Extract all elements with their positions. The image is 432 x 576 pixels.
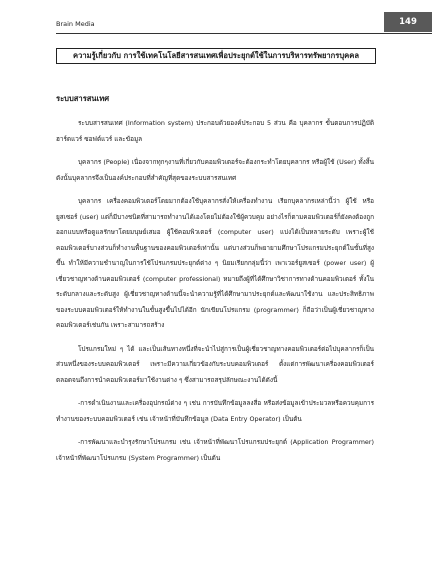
paragraph: ระบบสารสนเทศ (Information system) ประกอบด้วยองค์ประกอบ 5 ส่วน คือ บุคลากร ขั้นตอนการปฏิบัติ ฮาร์ดแวร์ ซอฟต์แวร์ และข้อมูล [56, 119, 374, 143]
section-heading: ระบบสารสนเทศ [56, 94, 110, 103]
section-content [56, 94, 374, 472]
paragraph: -การดำเนินงานและเครื่องอุปกรณ์ต่าง ๆ เช่น การบันทึกข้อมูลลงสื่อ หรือส่งข้อมูลเข้าประมวลหรือควบคุมการทำงานของระบบคอมพิวเตอร์ เช่น เจ้าหน้าที่บันทึกข้อมูล (Data Entry Operator) เป็นต้น [56, 399, 374, 423]
paragraph: -การพัฒนาและบำรุงรักษาโปรแกรม เช่น เจ้าหน้าที่พัฒนาโปรแกรมประยุกต์ (Application Programmer) เจ้าหน้าที่พัฒนาโปรแกรม (System Programmer) เป็นต้น [56, 438, 374, 462]
page-header [0, 0, 432, 36]
paragraph: บุคลากร (People) เนื่องจากทุกๆงานที่เกี่ยวกับคอมพิวเตอร์จะต้องกระทำโดยบุคลากร หรือผู้ใช้ (User) ทั้งสิ้น ดังนั้นบุคลากรจึงเป็นองค์ประกอบที่สำคัญที่สุดของระบบสารสนเทศ [56, 158, 374, 182]
paragraph: โปรแกรมใหม่ ๆ ได้ และเป็นเส้นทางหนึ่งที่จะนำไปสู่การเป็นผู้เชี่ยวชาญทางคอมพิวเตอร์ต่อไปบุคลากรก็เป็นส่วนหนึ่งของระบบคอมพิวเตอร์ เพราะมีความเกี่ยวข้องกับระบบคอมพิวเตอร์ ตั้งแต่การพัฒนาเครื่องคอมพิวเตอร์ ตลอดจนถึงการนำคอมพิวเตอร์มาใช้งานต่าง ๆ ซึ่งสามารถสรุปลักษณะงานได้ดังนี้ [56, 344, 374, 384]
brand-name: Brain Media [56, 20, 95, 28]
header-rule [56, 33, 432, 34]
page-number-badge: 149 [384, 12, 432, 32]
chapter-title-box: ความรู้เกี่ยวกับ การใช้เทคโนโลยีสารสนเทศเพื่อประยุกต์ใช้ในการบริหารทรัพยากรบุคคล [56, 48, 376, 64]
paragraph: บุคลากร เครื่องคอมพิวเตอร์โดยมากต้องใช้บุคลากรสั่งให้เครื่องทำงาน เรียกบุคลากรเหล่านี้ว่า ผู้ใช้ หรือ ยูสเซอร์ (user) แต่ก็มีบางชนิดที่สามารถทำงานได้เองโดยไม่ต้องใช้ผู้ควบคุม อย่างไรก็ตามคอมพิวเตอร์ก็ยังคงต้องถูกออกแบบหรือดูแลรักษาโดยมนุษย์เสมอ ผู้ใช้คอมพิวเตอร์ (computer user) แบ่งได้เป็นหลายระดับ เพราะผู้ใช้คอมพิวเตอร์บางส่วนก็ทำงานพื้นฐานของคอมพิวเตอร์เท่านั้น แต่บางส่วนก็พยายามศึกษาโปรแกรมประยุกต์ในขั้นที่สูงขึ้น ทำให้มีความชำนาญในการใช้โปรแกรมประยุกต์ต่าง ๆ นิยมเรียกกลุ่มนี้ว่า เพาเวอร์ยูสเซอร์ (power user) ผู้เชี่ยวชาญทางด้านคอมพิวเตอร์ (computer professional) หมายถึงผู้ที่ได้ศึกษาวิชาการทางด้านคอมพิวเตอร์ ทั้งในระดับกลางและระดับสูง ผู้เชี่ยวชาญทางด้านนี้จะนำความรู้ที่ได้ศึกษามาประยุกต์และพัฒนาใช้งาน และประสิทธิภาพของระบบคอมพิวเตอร์ให้ทำงานในขั้นสูงขึ้นไปได้อีก นักเขียนโปรแกรม (programmer) ก็ถือว่าเป็นผู้เชี่ยวชาญทางคอมพิวเตอร์เช่นกัน เพราะสามารถสร้าง [56, 197, 374, 329]
